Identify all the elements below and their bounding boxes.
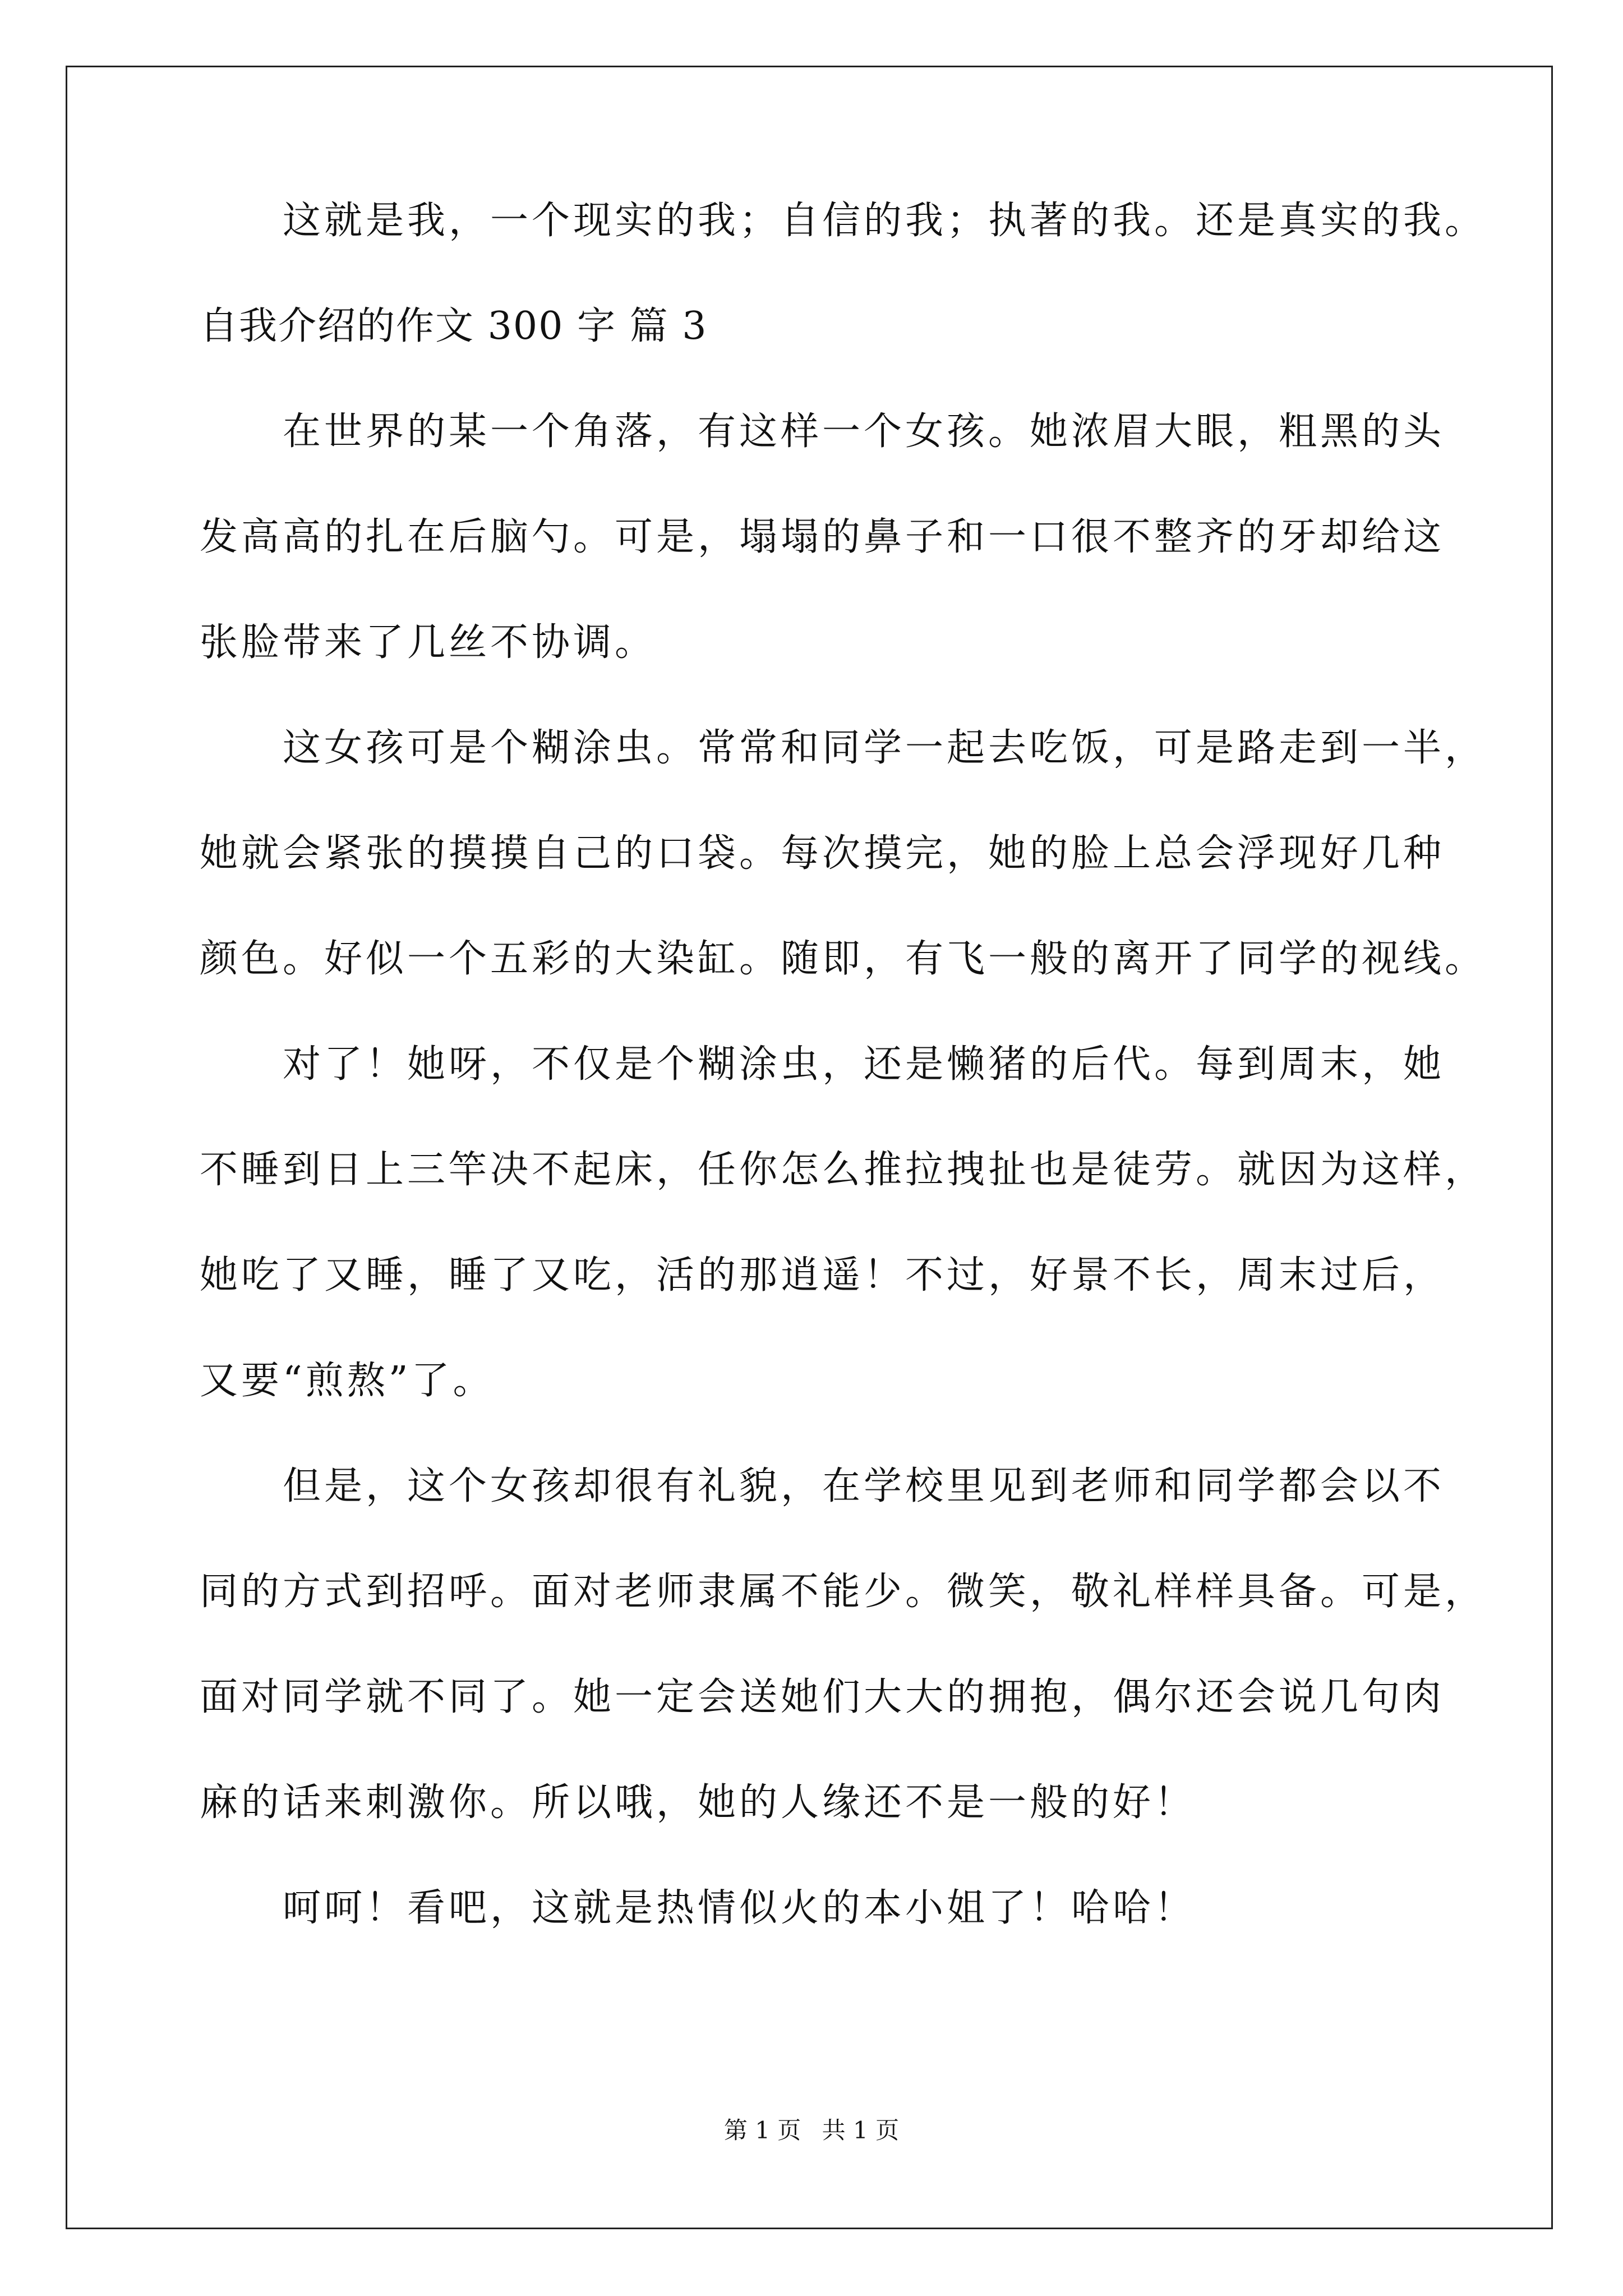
text-line: 发高高的扎在后脑勺。可是，塌塌的鼻子和一口很不整齐的牙却给这 (200, 515, 1445, 559)
text-line: 面对同学就不同了。她一定会送她们大大的拥抱，偶尔还会说几句肉 (200, 1675, 1445, 1719)
text-line: 这就是我，一个现实的我；自信的我；执著的我。还是真实的我。 (283, 199, 1487, 243)
text-line: 张脸带来了几丝不协调。 (200, 620, 657, 665)
section-heading: 自我介绍的作文 300 字 篇 3 (200, 304, 708, 348)
text-line: 不睡到日上三竿决不起床，任你怎么推拉拽扯也是徒劳。就因为这样， (200, 1148, 1487, 1192)
text-line: 颜色。好似一个五彩的大染缸。随即，有飞一般的离开了同学的视线。 (200, 937, 1487, 981)
text-line: 但是，这个女孩却很有礼貌，在学校里见到老师和同学都会以不 (283, 1464, 1445, 1508)
text-line: 这女孩可是个糊涂虫。常常和同学一起去吃饭，可是路走到一半， (283, 726, 1487, 770)
text-line: 呵呵！看吧，这就是热情似火的本小姐了！哈哈！ (283, 1886, 1196, 1930)
page-footer (0, 2112, 1623, 2146)
text-line: 对了！她呀，不仅是个糊涂虫，还是懒猪的后代。每到周末，她 (283, 1042, 1445, 1087)
text-line: 她吃了又睡，睡了又吃，活的那逍遥！不过，好景不长，周末过后， (200, 1253, 1445, 1297)
document-body (200, 199, 1487, 1995)
text-line: 同的方式到招呼。面对老师隶属不能少。微笑，敬礼样样具备。可是， (200, 1570, 1487, 1614)
text-line: 在世界的某一个角落，有这样一个女孩。她浓眉大眼，粗黑的头 (283, 409, 1445, 454)
text-line: 她就会紧张的摸摸自己的口袋。每次摸完，她的脸上总会浮现好几种 (200, 831, 1445, 876)
page-total: 共 1 页 (822, 2116, 900, 2144)
text-line: 又要“煎熬”了。 (200, 1359, 495, 1403)
text-line: 麻的话来刺激你。所以哦，她的人缘还不是一般的好！ (200, 1780, 1196, 1825)
page-number: 第 1 页 (723, 2116, 801, 2144)
